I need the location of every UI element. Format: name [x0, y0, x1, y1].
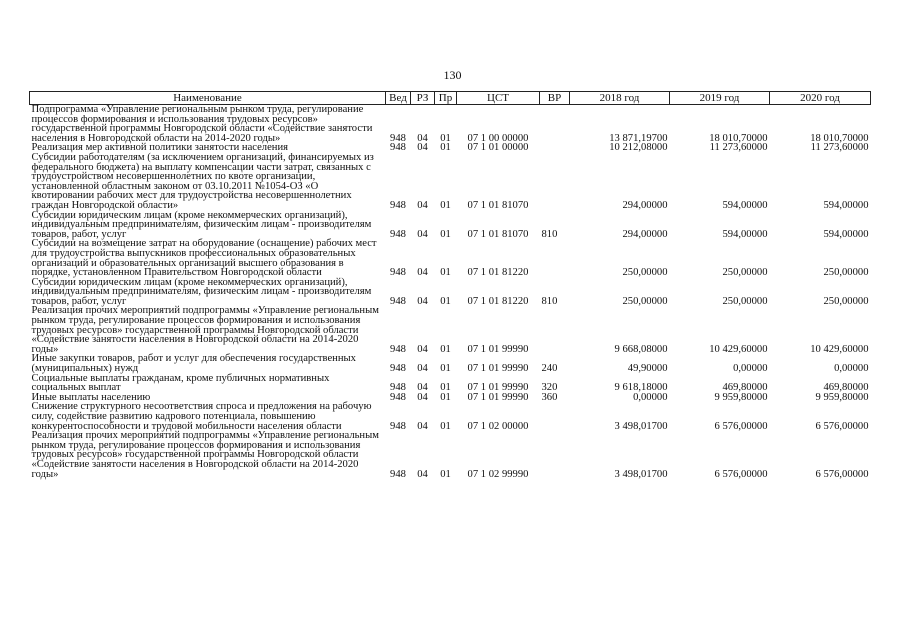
- cell-vr: [540, 306, 570, 354]
- cell-cst: 07 1 01 81070: [467, 199, 529, 211]
- cell-ved: 948: [390, 420, 406, 432]
- cell-2020: 0,00000: [834, 363, 869, 375]
- cell-pr: 01: [440, 420, 451, 432]
- cell-2019: 0,00000: [733, 363, 768, 375]
- table-row: [30, 431, 871, 479]
- cell-2019: 11 273,60000: [709, 142, 768, 154]
- header-pr: Пр: [435, 92, 457, 105]
- table-row: [30, 211, 871, 240]
- header-name: Наименование: [30, 92, 386, 105]
- cell-2019: 250,00000: [722, 295, 768, 307]
- cell-2020: 9 959,80000: [815, 391, 869, 403]
- cell-rz: 04: [417, 382, 428, 394]
- cell-name: Социальные выплаты гражданам, кроме публичных нормативных социальных выплат: [31, 372, 330, 394]
- cell-2020: 10 429,60000: [810, 343, 869, 355]
- cell-name: Реализация мер активной политики занятости населения: [31, 142, 289, 154]
- page-number: 130: [443, 68, 462, 82]
- cell-rz: 04: [417, 363, 428, 375]
- cell-2019: 594,00000: [722, 199, 768, 211]
- cell-name: Субсидии работодателям (за исключением организаций, финансируемых из федерального бюджета) на выплату компенсации части затрат, связанных с трудоустройством несовершеннолетних по квоте организации, установленной областным законом от 03.10.2011 №1054-ОЗ «О квотировании рабочих мест для трудоустройства несовершеннолетних граждан Новгородской области»: [31, 151, 374, 211]
- cell-2020: 594,00000: [823, 228, 869, 240]
- cell-rz: 04: [417, 132, 428, 144]
- cell-2018: 13 871,19700: [609, 132, 668, 144]
- cell-pr: 01: [440, 267, 451, 279]
- cell-vr: [540, 402, 570, 431]
- cell-2019: 6 576,00000: [714, 420, 768, 432]
- cell-cst: 07 1 01 99990: [467, 391, 529, 403]
- cell-2018: 3 498,01700: [614, 420, 668, 432]
- cell-2020: 250,00000: [823, 295, 869, 307]
- table-row: [30, 278, 871, 307]
- cell-2019: 10 429,60000: [709, 343, 768, 355]
- cell-2020: 6 576,00000: [815, 468, 869, 480]
- table-row: [30, 402, 871, 431]
- cell-rz: 04: [417, 199, 428, 211]
- cell-name: Реализация прочих мероприятий подпрограммы «Управление региональным рынком труда, регулирование процессов формирования и использования трудовых ресурсов» государственной программы Новгородской области «Содействие занятости населения в Новгородской области на 2014-2020 годы»: [31, 305, 379, 355]
- cell-ved: 948: [390, 267, 406, 279]
- cell-2018: 3 498,01700: [614, 468, 668, 480]
- cell-ved: 948: [390, 468, 406, 480]
- cell-cst: 07 1 01 99990: [467, 382, 529, 394]
- cell-rz: 04: [417, 228, 428, 240]
- cell-2019: 18 010,70000: [709, 132, 768, 144]
- cell-cst: 07 1 01 00000: [467, 142, 529, 154]
- cell-pr: 01: [440, 468, 451, 480]
- cell-cst: 07 1 02 00000: [467, 420, 529, 432]
- cell-ved: 948: [390, 343, 406, 355]
- cell-2018: 10 212,08000: [609, 142, 668, 154]
- cell-cst: 07 1 01 99990: [467, 363, 529, 375]
- budget-table: [29, 91, 871, 479]
- cell-ved: 948: [390, 391, 406, 403]
- cell-pr: 01: [440, 199, 451, 211]
- cell-2018: 9 618,18000: [614, 382, 668, 394]
- cell-vr: [540, 153, 570, 211]
- cell-vr: 240: [541, 363, 558, 375]
- cell-ved: 948: [390, 295, 406, 307]
- cell-2018: 9 668,08000: [614, 343, 668, 355]
- header-cst: ЦСТ: [457, 92, 540, 105]
- cell-2019: 6 576,00000: [714, 468, 768, 480]
- cell-name: Снижение структурного несоответствия спроса и предложения на рабочую силу, содействие развитию кадрового потенциала, повышению конкурентоспособности и трудовой мобильности населения области: [31, 401, 372, 432]
- cell-vr: [540, 143, 570, 153]
- cell-ved: 948: [390, 382, 406, 394]
- cell-2018: 294,00000: [622, 199, 668, 211]
- cell-2018: 250,00000: [622, 295, 668, 307]
- cell-rz: 04: [417, 468, 428, 480]
- cell-pr: 01: [440, 132, 451, 144]
- header-vr: ВР: [540, 92, 570, 105]
- cell-pr: 01: [440, 382, 451, 394]
- table-row: [30, 306, 871, 354]
- cell-vr: [540, 431, 570, 479]
- cell-2020: 594,00000: [823, 199, 869, 211]
- cell-cst: 07 1 01 99990: [467, 343, 529, 355]
- cell-pr: 01: [440, 295, 451, 307]
- cell-rz: 04: [417, 420, 428, 432]
- cell-ved: 948: [390, 199, 406, 211]
- cell-2020: 11 273,60000: [810, 142, 869, 154]
- cell-ved: 948: [390, 363, 406, 375]
- cell-name: Иные выплаты населению: [31, 391, 151, 403]
- table-row: [30, 105, 871, 144]
- cell-name: Иные закупки товаров, работ и услуг для обеспечения государственных (муниципальных) нужд: [31, 353, 356, 375]
- cell-2018: 294,00000: [622, 228, 668, 240]
- cell-pr: 01: [440, 391, 451, 403]
- table-row: [30, 354, 871, 373]
- cell-ved: 948: [390, 142, 406, 154]
- cell-pr: 01: [440, 363, 451, 375]
- header-2020: 2020 год: [770, 92, 871, 105]
- table-header-row: [30, 92, 871, 105]
- cell-rz: 04: [417, 142, 428, 154]
- cell-pr: 01: [440, 343, 451, 355]
- header-ved: Вед: [386, 92, 411, 105]
- cell-vr: 810: [541, 228, 558, 240]
- cell-name: Реализация прочих мероприятий подпрограммы «Управление региональным рынком труда, регулирование процессов формирования и использования трудовых ресурсов» государственной программы Новгородской области «Содействие занятости населения в Новгородской области на 2014-2020 годы»: [31, 430, 379, 480]
- cell-cst: 07 1 01 81220: [467, 295, 529, 307]
- cell-pr: 01: [440, 142, 451, 154]
- cell-rz: 04: [417, 391, 428, 403]
- cell-2020: 6 576,00000: [815, 420, 869, 432]
- cell-2020: 18 010,70000: [810, 132, 869, 144]
- cell-2019: 9 959,80000: [714, 391, 768, 403]
- header-2018: 2018 год: [570, 92, 670, 105]
- cell-cst: 07 1 00 00000: [467, 132, 529, 144]
- cell-2018: 250,00000: [622, 267, 668, 279]
- cell-vr: [540, 105, 570, 144]
- table-row: [30, 153, 871, 211]
- cell-rz: 04: [417, 267, 428, 279]
- cell-cst: 07 1 02 99990: [467, 468, 529, 480]
- cell-2020: 469,80000: [823, 382, 869, 394]
- cell-2018: 0,00000: [633, 391, 668, 403]
- cell-cst: 07 1 01 81070: [467, 228, 529, 240]
- cell-2020: 250,00000: [823, 267, 869, 279]
- cell-vr: 320: [541, 382, 558, 394]
- table-row: [30, 239, 871, 277]
- cell-2019: 250,00000: [722, 267, 768, 279]
- cell-name: Субсидии юридическим лицам (кроме некоммерческих организаций), индивидуальным предпринимателям, физическим лицам - производителям товаров, работ, услуг: [31, 209, 372, 240]
- cell-2019: 594,00000: [722, 228, 768, 240]
- cell-2018: 49,90000: [627, 363, 668, 375]
- cell-name: Субсидии на возмещение затрат на оборудование (оснащение) рабочих мест для трудоустройства выпускников профессиональных образовательных организаций и образовательных организаций высшего образования в порядке, установленном Правительством Новгородской области: [31, 238, 377, 279]
- cell-rz: 04: [417, 343, 428, 355]
- cell-pr: 01: [440, 228, 451, 240]
- table-row: [30, 374, 871, 393]
- cell-ved: 948: [390, 228, 406, 240]
- cell-vr: 360: [541, 391, 558, 403]
- table-body: [30, 105, 871, 480]
- cell-name: Подпрограмма «Управление региональным рынком труда, регулирование процессов формирования и использования трудовых ресурсов» государственной программы Новгородской области «Содействие занятости населения в Новгородской области на 2014-2020 годы»: [31, 104, 373, 144]
- header-rz: РЗ: [411, 92, 435, 105]
- cell-vr: 810: [541, 295, 558, 307]
- cell-vr: [540, 239, 570, 277]
- cell-rz: 04: [417, 295, 428, 307]
- header-2019: 2019 год: [670, 92, 770, 105]
- cell-cst: 07 1 01 81220: [467, 267, 529, 279]
- cell-2019: 469,80000: [722, 382, 768, 394]
- cell-name: Субсидии юридическим лицам (кроме некоммерческих организаций), индивидуальным предпринимателям, физическим лицам - производителям товаров, работ, услуг: [31, 276, 372, 307]
- cell-ved: 948: [390, 132, 406, 144]
